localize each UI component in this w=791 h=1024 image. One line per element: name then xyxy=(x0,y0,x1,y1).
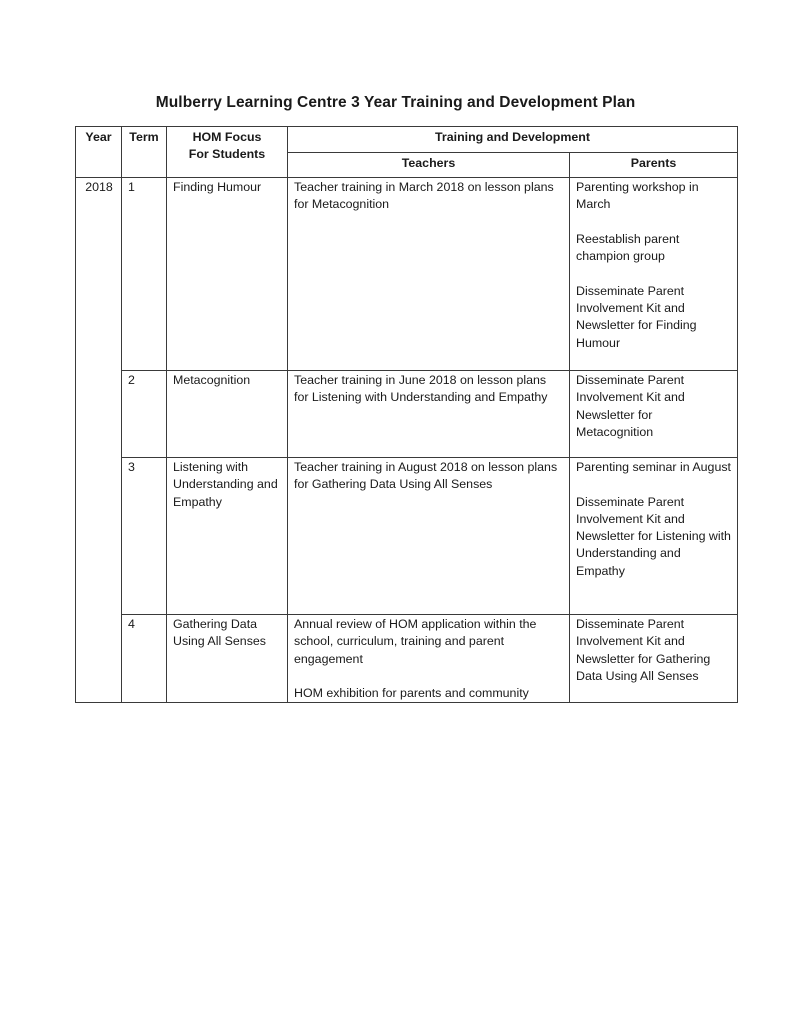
teachers-item: Teacher training in August 2018 on lesson plans for Gathering Data Using All Senses xyxy=(294,460,558,492)
teachers-cell xyxy=(288,178,570,371)
parents-cell xyxy=(570,615,738,703)
term-cell: 1 xyxy=(122,178,167,371)
parents-item: Disseminate Parent Involvement Kit and Newsletter for Metacognition xyxy=(576,373,685,439)
term-cell: 3 xyxy=(122,458,167,615)
hom-focus-header: HOM Focus For Students xyxy=(167,127,288,178)
table-row xyxy=(76,615,738,703)
parents-cell xyxy=(570,458,738,615)
training-development-header: Training and Development xyxy=(288,127,738,153)
parents-item: Disseminate Parent Involvement Kit and Newsletter for Listening with Understanding and Empathy xyxy=(576,494,731,578)
parents-item: Parenting workshop in March xyxy=(576,180,699,212)
parents-item: Disseminate Parent Involvement Kit and Newsletter for Finding Humour xyxy=(576,283,697,350)
teachers-item: HOM exhibition for parents and community xyxy=(294,686,529,701)
teachers-item: Annual review of HOM application within the school, curriculum, training and parent engagement xyxy=(294,617,537,666)
year-header: Year xyxy=(76,127,122,178)
parents-cell xyxy=(570,371,738,458)
table-row xyxy=(76,458,738,615)
teachers-cell xyxy=(288,615,570,703)
focus-cell: Listening with Understanding and Empathy xyxy=(167,458,288,615)
focus-cell: Gathering Data Using All Senses xyxy=(167,615,288,703)
training-plan-table xyxy=(75,126,738,703)
parents-cell xyxy=(570,178,738,371)
term-cell: 4 xyxy=(122,615,167,703)
focus-cell: Metacognition xyxy=(167,371,288,458)
term-header: Term xyxy=(122,127,167,178)
parents-item: Parenting seminar in August xyxy=(576,460,731,474)
teachers-header: Teachers xyxy=(288,153,570,178)
table-row xyxy=(76,178,738,371)
teachers-cell xyxy=(288,371,570,458)
teachers-cell xyxy=(288,458,570,615)
teachers-item: Teacher training in March 2018 on lesson plans for Metacognition xyxy=(294,180,554,212)
parents-header: Parents xyxy=(570,153,738,178)
parents-item: Reestablish parent champion group xyxy=(576,231,680,264)
teachers-item: Teacher training in June 2018 on lesson plans for Listening with Understanding and Empathy xyxy=(294,373,548,405)
year-cell: 2018 xyxy=(76,178,122,703)
table-row xyxy=(76,371,738,458)
focus-cell: Finding Humour xyxy=(167,178,288,371)
page-title: Mulberry Learning Centre 3 Year Training and Development Plan xyxy=(155,94,636,111)
term-cell: 2 xyxy=(122,371,167,458)
parents-item: Disseminate Parent Involvement Kit and Newsletter for Gathering Data Using All Senses xyxy=(576,617,711,683)
